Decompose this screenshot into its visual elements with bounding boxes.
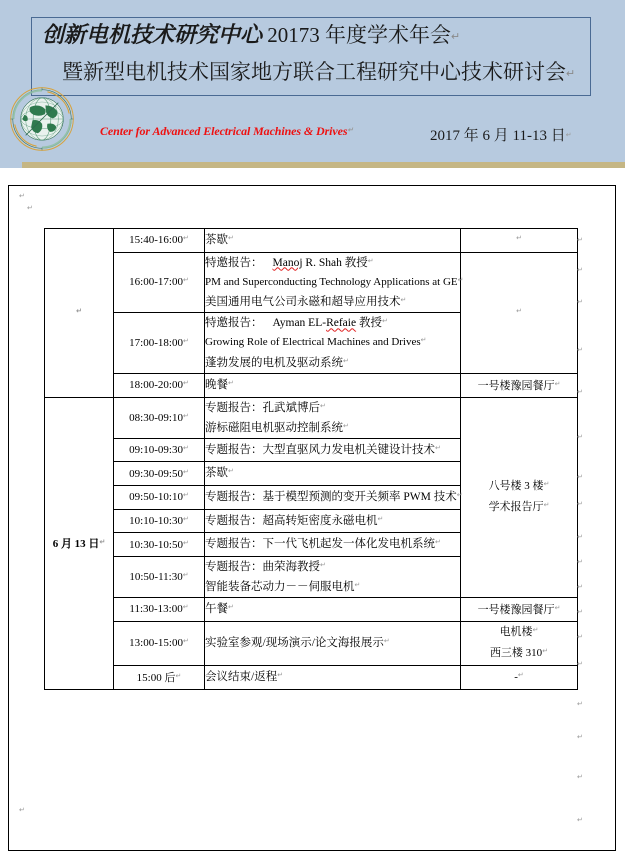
venue-line — [461, 643, 577, 665]
conference-banner — [0, 0, 625, 168]
topic-cell — [205, 252, 464, 313]
document-page — [8, 185, 616, 851]
paragraph-mark-icon: ↵ — [377, 515, 384, 523]
topic-cell — [205, 462, 461, 486]
time-text: 09:50-10:10 — [129, 491, 183, 504]
time-text: 10:10-10:30 — [129, 514, 183, 527]
topic-cell — [205, 486, 461, 510]
topic-line — [205, 666, 460, 689]
venue-text: - — [514, 671, 518, 684]
paragraph-mark-icon: ↵ — [435, 539, 441, 547]
topic-line — [205, 632, 460, 655]
paragraph-mark-icon: ↵ — [400, 297, 407, 305]
topic-line — [205, 333, 460, 353]
paragraph-mark-icon: ↵ — [532, 626, 539, 634]
venue-text: 西三楼 310 — [489, 647, 543, 660]
paragraph-mark-icon: ↵ — [19, 193, 25, 200]
time-text: 18:00-20:00 — [129, 379, 183, 392]
topic-line: 特邀报告： Manoj R. Shah 教授↵ — [205, 256, 374, 269]
topic-text: 美国通用电气公司永磁和超导应用技术 — [205, 296, 401, 309]
venue-cell — [461, 373, 578, 397]
table-row — [45, 621, 578, 665]
time-text: 11:30-13:00 — [129, 603, 183, 616]
spellcheck-word: Manoj — [272, 256, 303, 269]
venue-cell — [461, 665, 578, 689]
time-cell — [114, 229, 205, 253]
topic-cell — [205, 598, 461, 622]
topic-cell — [205, 509, 461, 533]
topic-cell — [205, 533, 461, 557]
paragraph-mark-icon: ↵ — [343, 422, 349, 430]
time-text: 09:10-09:30 — [129, 444, 183, 457]
paragraph-mark-icon: ↵ — [76, 307, 82, 315]
paragraph-mark-icon: ↵ — [343, 357, 349, 365]
time-cell — [114, 373, 205, 397]
paragraph-mark-icon: ↵ — [182, 338, 189, 346]
conference-schedule-table — [44, 228, 578, 690]
topic-line — [205, 486, 463, 509]
paragraph-mark-icon: ↵ — [457, 276, 464, 284]
topic-text: 会议结束/返程 — [205, 670, 278, 683]
topic-line — [205, 510, 460, 533]
table-row — [45, 665, 578, 689]
paragraph-mark-icon: ↵ — [577, 661, 583, 668]
topic-line — [205, 462, 460, 485]
topic-line — [205, 273, 464, 293]
paragraph-mark-icon: ↵ — [577, 817, 583, 824]
venue-cell — [461, 397, 578, 597]
topic-line — [205, 398, 460, 418]
paragraph-mark-icon: ↵ — [554, 381, 561, 389]
time-cell — [114, 556, 205, 597]
time-cell — [114, 486, 205, 510]
time-cell — [114, 462, 205, 486]
paragraph-mark-icon: ↵ — [577, 237, 583, 244]
time-text: 09:30-09:50 — [129, 467, 183, 480]
topic-cell — [205, 373, 461, 397]
paragraph-mark-icon: ↵ — [182, 468, 189, 476]
venue-line — [461, 476, 577, 498]
paragraph-mark-icon: ↵ — [182, 539, 189, 547]
paragraph-mark-icon: ↵ — [228, 468, 234, 476]
paragraph-mark-icon: ↵ — [383, 637, 390, 645]
paragraph-mark-icon: ↵ — [320, 402, 326, 410]
topic-cell — [205, 556, 461, 597]
day-cell-1 — [45, 229, 114, 398]
paragraph-mark-icon: ↵ — [277, 671, 284, 679]
banner-title-suffix: 20173 年度学术年会 — [262, 23, 452, 47]
topic-text: 茶歇 — [205, 467, 228, 480]
banner-title-line-2 — [62, 62, 575, 83]
paragraph-mark-icon: ↵ — [182, 380, 189, 388]
paragraph-mark-icon: ↵ — [381, 318, 388, 326]
paragraph-mark-icon: ↵ — [577, 584, 583, 591]
paragraph-mark-icon: ↵ — [543, 502, 550, 510]
topic-cell — [205, 397, 461, 438]
venue-text: 一号楼豫园餐厅 — [477, 380, 555, 393]
topic-text: 专题报告：基于模型预测的变开关频率 PWM 技术 — [205, 491, 457, 504]
time-cell — [114, 313, 205, 374]
time-text: 15:40-16:00 — [129, 234, 183, 247]
banner-subtitle-cn: 暨新型电机技术国家地方联合工程研究中心技术研讨会 — [62, 60, 566, 84]
banner-date-text: 2017 年 6 月 11-13 日 — [430, 128, 566, 144]
paragraph-mark-icon: ↵ — [517, 672, 524, 680]
paragraph-mark-icon: ↵ — [367, 257, 374, 265]
topic-text: 专题报告：孔武斌博后 — [205, 401, 320, 414]
paragraph-mark-icon: ↵ — [542, 648, 549, 656]
venue-cell — [461, 229, 578, 253]
paragraph-mark-icon: ↵ — [99, 539, 106, 547]
spellcheck-word: Refaie — [326, 317, 357, 330]
day-cell-2 — [45, 397, 114, 689]
paragraph-mark-icon: ↵ — [516, 235, 522, 243]
paragraph-mark-icon: ↵ — [577, 734, 583, 741]
topic-text: 实验室参观/现场演示/论文海报展示 — [205, 636, 384, 649]
paragraph-mark-icon: ↵ — [577, 701, 583, 708]
topic-line — [205, 557, 460, 577]
topic-line — [205, 229, 460, 252]
time-text: 15:00 后 — [136, 672, 176, 685]
topic-line — [205, 374, 460, 397]
center-globe-logo — [8, 85, 76, 153]
topic-text: 专题报告：曲荣海教授 — [205, 560, 320, 573]
time-cell — [114, 509, 205, 533]
topic-cell — [205, 621, 461, 665]
paragraph-mark-icon: ↵ — [228, 379, 234, 387]
paragraph-mark-icon: ↵ — [577, 267, 583, 274]
venue-line — [461, 622, 577, 644]
time-text: 13:00-15:00 — [129, 637, 183, 650]
topic-text: 专题报告：超高转矩密度永磁电机 — [205, 514, 378, 527]
paragraph-mark-icon: ↵ — [320, 561, 326, 569]
topic-text: PM and Superconducting Technology Applications at GE — [205, 275, 458, 288]
topic-cell — [205, 438, 461, 462]
time-cell — [114, 665, 205, 689]
paragraph-mark-icon: ↵ — [577, 474, 583, 481]
venue-text: 一号楼豫园餐厅 — [477, 604, 555, 617]
table-row — [45, 373, 578, 397]
venue-cell — [461, 621, 578, 665]
paragraph-mark-icon: ↵ — [182, 638, 189, 646]
time-cell — [114, 252, 205, 313]
time-text: 08:30-09:10 — [129, 411, 183, 424]
paragraph-mark-icon: ↵ — [577, 501, 583, 508]
topic-line — [205, 577, 460, 597]
topic-text: 游标磁阻电机驱动控制系统 — [205, 421, 343, 434]
venue-cell — [461, 598, 578, 622]
topic-text: 专题报告：大型直驱风力发电机关键设计技术 — [205, 443, 435, 456]
time-text: 16:00-17:00 — [129, 276, 183, 289]
time-text: 10:30-10:50 — [129, 538, 183, 551]
time-text: 17:00-18:00 — [129, 337, 183, 350]
paragraph-mark-icon: ↵ — [566, 68, 576, 80]
banner-subtitle-en-text: Center for Advanced Electrical Machines & Drives — [100, 124, 348, 138]
paragraph-mark-icon: ↵ — [354, 582, 361, 590]
topic-line — [205, 439, 460, 462]
paragraph-mark-icon: ↵ — [182, 235, 189, 243]
paragraph-mark-icon: ↵ — [543, 480, 550, 488]
banner-title-line-1 — [42, 24, 460, 46]
time-cell — [114, 621, 205, 665]
paragraph-mark-icon: ↵ — [182, 604, 189, 612]
table-row — [45, 598, 578, 622]
time-cell — [114, 438, 205, 462]
paragraph-mark-icon: ↵ — [420, 337, 427, 345]
topic-line — [205, 533, 460, 556]
table-row — [45, 229, 578, 253]
venue-text: 八号楼 3 楼 — [488, 479, 544, 492]
paragraph-mark-icon: ↵ — [456, 492, 463, 500]
venue-line — [461, 497, 577, 519]
paragraph-mark-icon: ↵ — [182, 515, 189, 523]
paragraph-mark-icon: ↵ — [27, 205, 33, 212]
paragraph-mark-icon: ↵ — [554, 605, 561, 613]
topic-text: 午餐 — [205, 603, 228, 616]
paragraph-mark-icon: ↵ — [577, 389, 583, 396]
banner-drop-shadow — [22, 162, 625, 168]
paragraph-mark-icon: ↵ — [228, 235, 234, 242]
table-row — [45, 252, 578, 313]
paragraph-mark-icon: ↵ — [451, 31, 461, 43]
paragraph-mark-icon: ↵ — [182, 277, 189, 285]
venue-text: 学术报告厅 — [488, 501, 544, 514]
paragraph-mark-icon: ↵ — [577, 434, 583, 441]
table-row — [45, 397, 578, 438]
topic-text: 晚餐 — [205, 378, 228, 391]
paragraph-mark-icon: ↵ — [347, 127, 354, 134]
paragraph-mark-icon: ↵ — [577, 299, 583, 306]
topic-text: 专题报告：下一代飞机起发一体化发电机系统 — [205, 538, 435, 551]
paragraph-mark-icon: ↵ — [577, 347, 583, 354]
time-text: 10:50-11:30 — [129, 571, 183, 584]
paragraph-mark-icon: ↵ — [577, 534, 583, 541]
paragraph-mark-icon: ↵ — [577, 559, 583, 566]
paragraph-mark-icon: ↵ — [182, 445, 189, 453]
paragraph-mark-icon: ↵ — [577, 774, 583, 781]
paragraph-mark-icon: ↵ — [182, 572, 189, 580]
paragraph-mark-icon: ↵ — [228, 604, 234, 612]
paragraph-mark-icon: ↵ — [577, 634, 583, 641]
banner-center-name: 创新电机技术研究中心 — [42, 22, 263, 47]
paragraph-mark-icon: ↵ — [435, 444, 441, 452]
topic-text: 智能装备芯动力－－伺服电机 — [205, 581, 355, 594]
banner-subtitle-en — [100, 124, 353, 139]
topic-text: 茶歇 — [205, 234, 228, 246]
time-cell — [114, 533, 205, 557]
topic-cell — [205, 229, 461, 253]
venue-text: 电机楼 — [499, 625, 533, 638]
paragraph-mark-icon: ↵ — [516, 307, 522, 315]
topic-cell — [205, 665, 461, 689]
paragraph-mark-icon: ↵ — [182, 412, 189, 420]
banner-date — [430, 124, 572, 145]
topic-text: Growing Role of Electrical Machines and Drives — [205, 336, 421, 349]
topic-cell — [205, 313, 461, 374]
topic-line: 特邀报告： Ayman EL-Refaie 教授↵ — [205, 317, 388, 330]
topic-line — [205, 292, 460, 312]
paragraph-mark-icon: ↵ — [175, 673, 182, 681]
time-cell — [114, 598, 205, 622]
time-cell — [114, 397, 205, 438]
paragraph-mark-icon: ↵ — [182, 492, 189, 500]
topic-text: 蓬勃发展的电机及驱动系统 — [205, 356, 343, 369]
day-label: 6 月 13 日 — [52, 538, 100, 551]
topic-line — [205, 353, 460, 373]
paragraph-mark-icon: ↵ — [565, 132, 572, 139]
paragraph-mark-icon: ↵ — [577, 609, 583, 616]
topic-line — [205, 598, 460, 621]
venue-cell — [461, 252, 578, 373]
topic-line — [205, 418, 460, 438]
paragraph-mark-icon: ↵ — [19, 807, 25, 814]
